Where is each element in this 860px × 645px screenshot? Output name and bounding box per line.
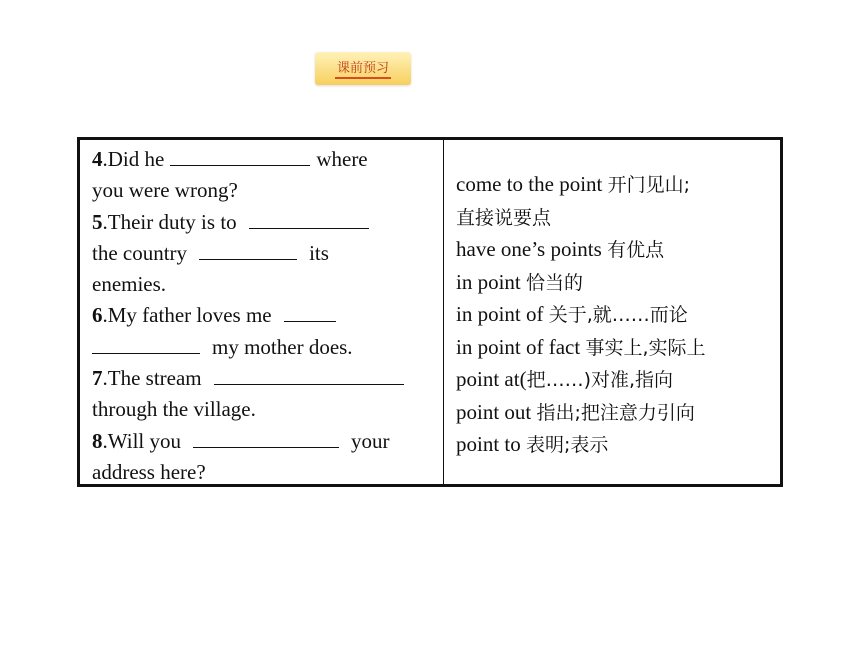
exercise-text: my mother does. (212, 334, 353, 359)
badge-label: 课前预习 (336, 61, 389, 76)
phrase-column (456, 168, 776, 461)
phrase-zh: 指出;把注意力引向 (536, 401, 695, 424)
exercise-text: .My father loves me (102, 303, 272, 328)
exercise-5-line-2 (92, 238, 432, 269)
phrase-item (456, 298, 776, 331)
answer-blank[interactable] (193, 429, 339, 448)
phrase-zh: 事实上,实际上 (585, 336, 706, 359)
phrase-en: point out (456, 399, 532, 424)
answer-blank[interactable] (214, 366, 404, 385)
exercise-text: where (316, 147, 368, 171)
phrase-item (456, 396, 776, 429)
exercise-text: address here? (92, 459, 206, 484)
exercise-text: your (350, 428, 390, 453)
answer-blank[interactable] (92, 335, 200, 354)
exercise-number: 5 (92, 209, 103, 234)
phrase-en: point at( (456, 367, 527, 391)
phrase-zh: 有优点 (607, 239, 665, 261)
phrase-en: in point of fact (456, 334, 581, 359)
exercise-text: .The stream (102, 366, 202, 391)
preview-badge (315, 52, 411, 85)
exercise-text: through the village. (92, 397, 256, 422)
exercise-column (92, 144, 432, 488)
exercise-number: 6 (92, 303, 103, 328)
exercise-text: enemies. (92, 272, 167, 297)
phrase-zh: 把……)对准,指向 (526, 369, 674, 391)
phrase-zh: 表明;表示 (526, 434, 609, 456)
exercise-card (77, 137, 783, 487)
phrase-item (456, 266, 776, 299)
answer-blank[interactable] (170, 147, 310, 166)
exercise-text: .Will you (102, 428, 181, 453)
phrase-en: in point of (456, 302, 544, 326)
exercise-number: 8 (92, 428, 103, 453)
exercise-4-line-2 (92, 175, 432, 206)
exercise-5-line-3 (92, 269, 432, 300)
exercise-8-line-2 (92, 457, 432, 488)
exercise-text: .Did he (102, 147, 165, 171)
exercise-6-line-2 (92, 332, 432, 363)
phrase-en: in point (456, 269, 521, 294)
phrase-en: point to (456, 432, 521, 456)
phrase-item (456, 331, 776, 364)
phrase-item (456, 201, 776, 234)
exercise-number: 4 (92, 147, 103, 171)
exercise-text: the country (92, 240, 188, 265)
exercise-6-line-1 (92, 300, 432, 331)
exercise-8-line-1 (92, 426, 432, 457)
answer-blank[interactable] (249, 210, 369, 229)
exercise-5-line-1 (92, 207, 432, 238)
phrase-en: have one’s points (456, 237, 602, 261)
answer-blank[interactable] (284, 303, 336, 322)
phrase-zh: 开门见山; (607, 174, 691, 196)
answer-blank[interactable] (199, 241, 297, 260)
phrase-item (456, 363, 776, 396)
exercise-text: its (309, 240, 329, 265)
exercise-number: 7 (92, 366, 103, 391)
exercise-4-line-1 (92, 144, 432, 175)
phrase-zh: 关于,就……而论 (548, 304, 688, 326)
exercise-text: you were wrong? (92, 178, 238, 203)
phrase-zh: 直接说要点 (456, 206, 552, 229)
phrase-en: come to the point (456, 172, 603, 196)
exercise-7-line-1 (92, 363, 432, 394)
phrase-item (456, 168, 776, 201)
phrase-item (456, 233, 776, 266)
phrase-item (456, 428, 776, 461)
phrase-zh: 恰当的 (526, 271, 584, 294)
column-divider (443, 140, 444, 484)
badge-underline (335, 77, 391, 79)
exercise-7-line-2 (92, 394, 432, 425)
exercise-text: .Their duty is to (102, 209, 237, 234)
